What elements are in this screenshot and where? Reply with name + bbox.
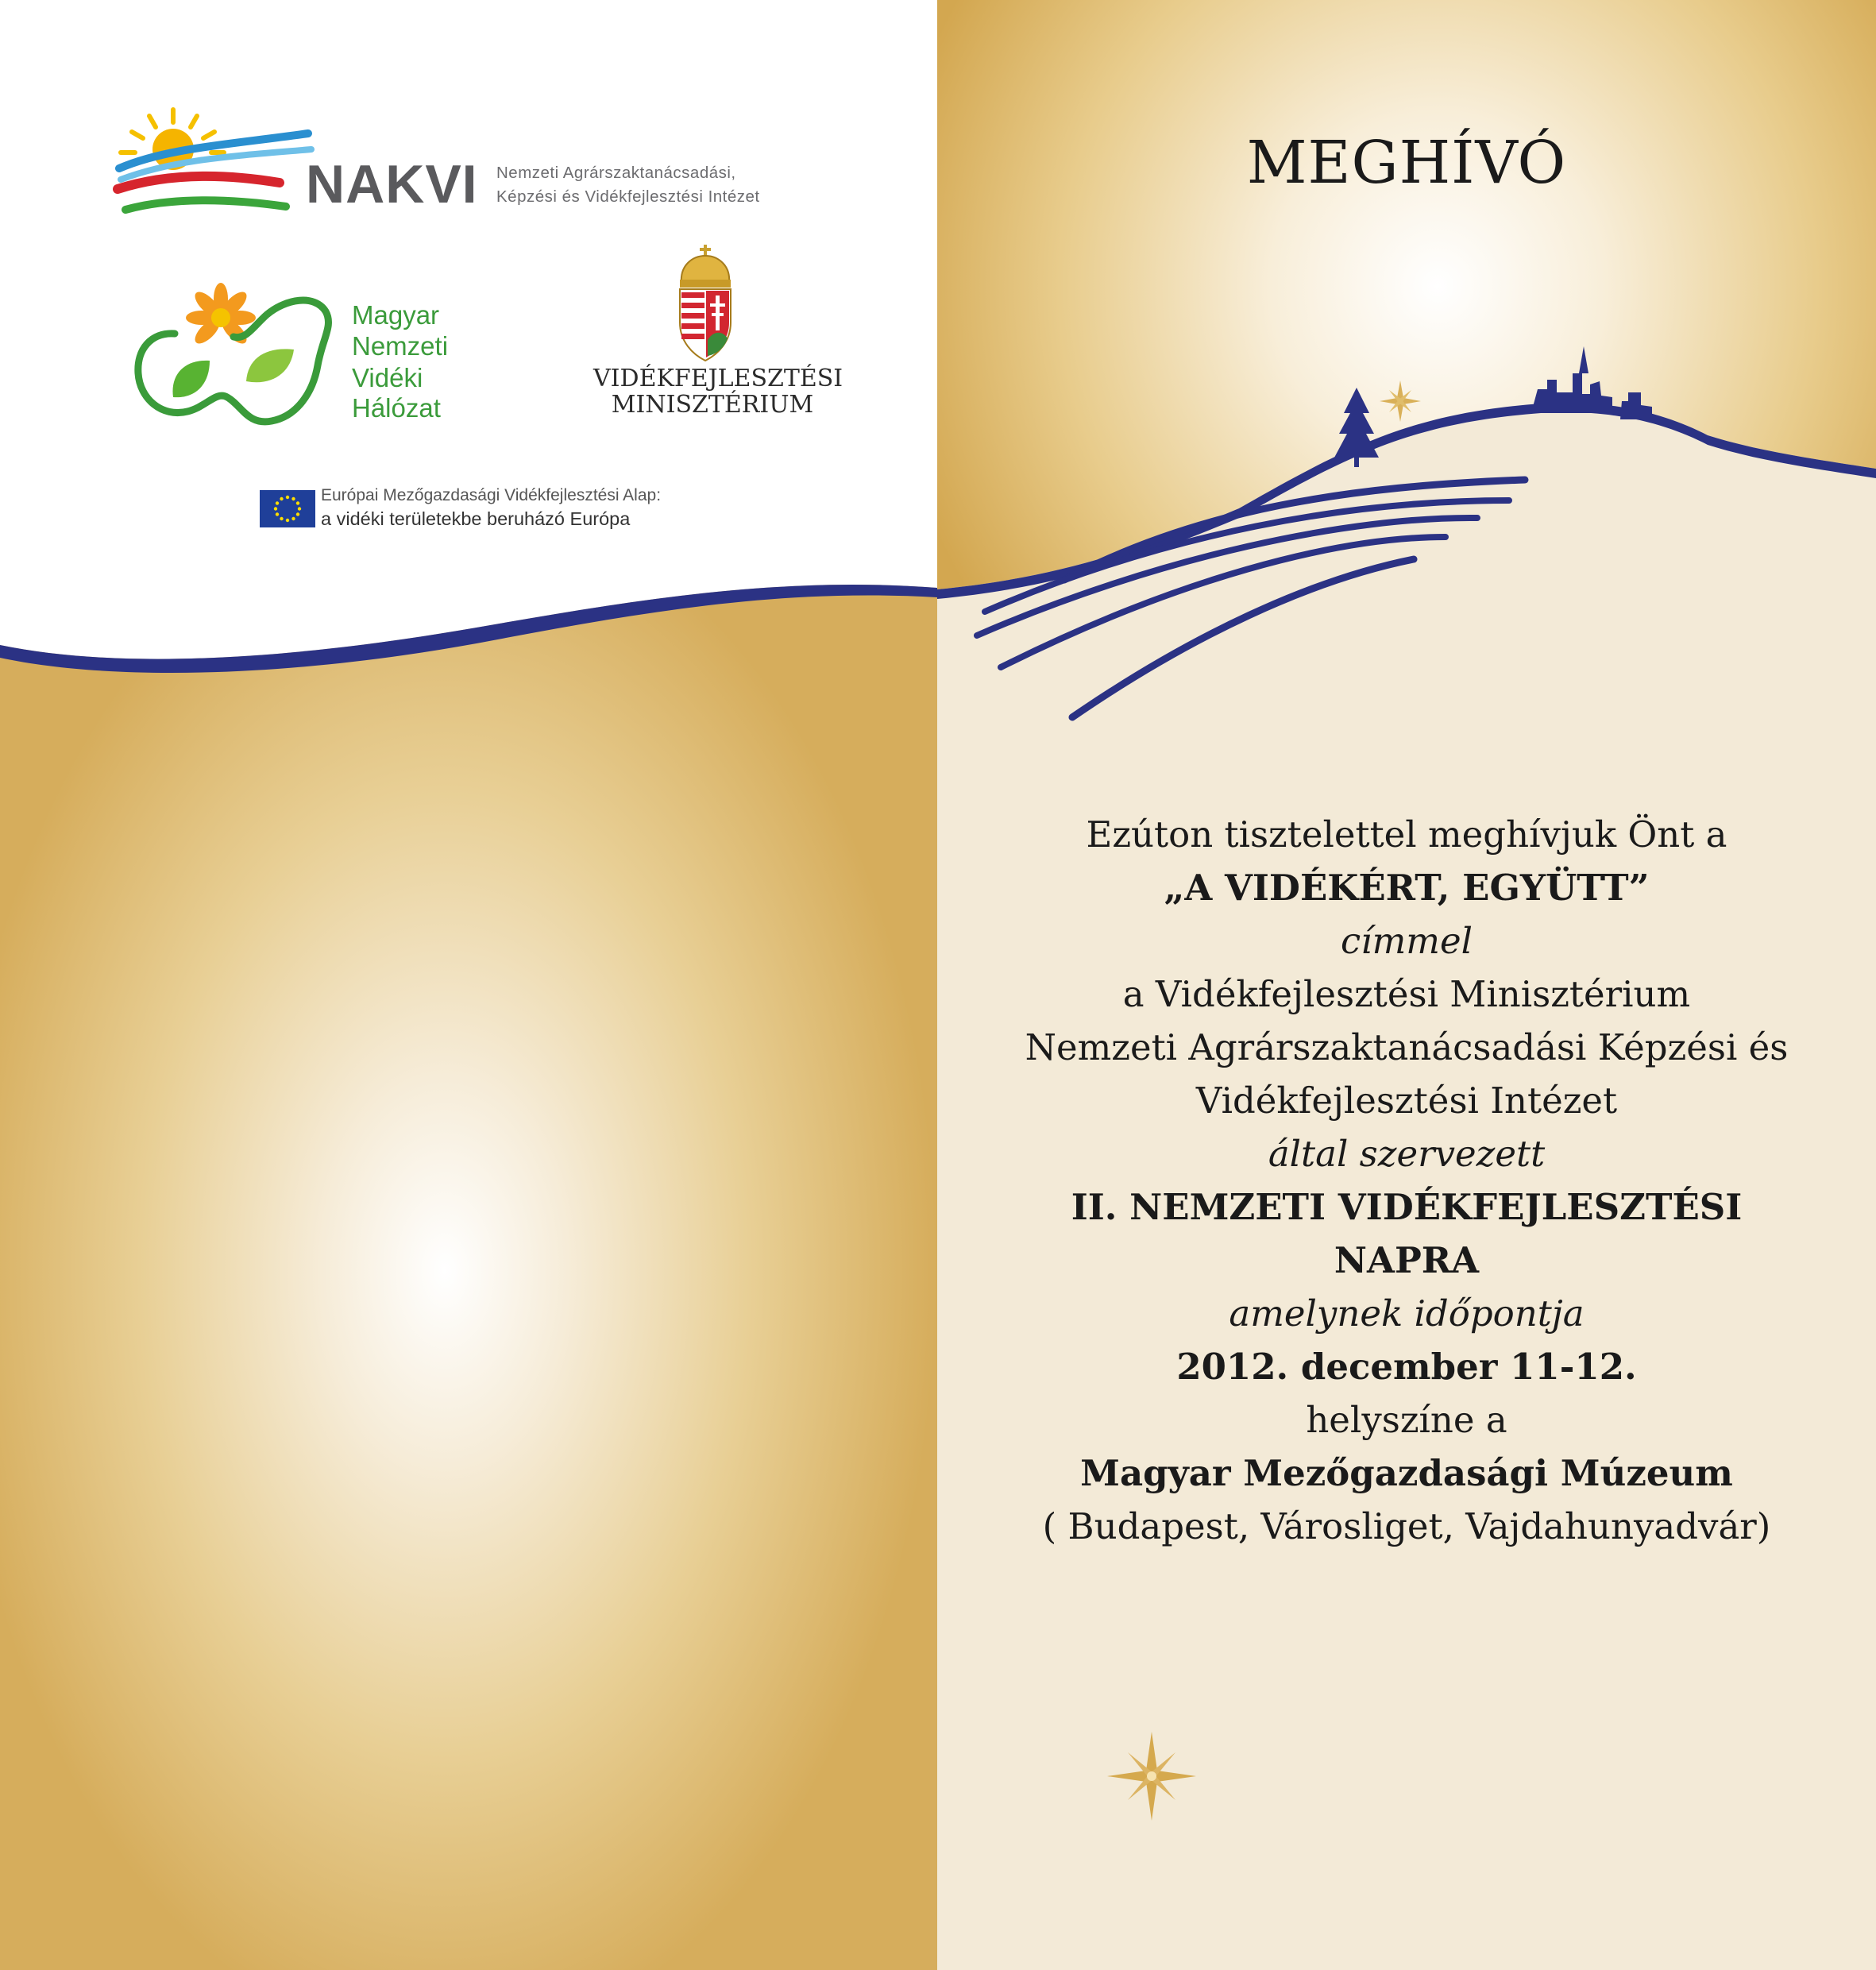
invitation-line-7: által szervezett (1268, 1133, 1546, 1175)
ministry-name-line1: VIDÉKFEJLESZTÉSI (593, 365, 843, 392)
event-location: ( Budapest, Városliget, Vajdahunyadvár) (1042, 1505, 1771, 1547)
hungarian-coat-of-arms-icon (674, 245, 737, 362)
nakvi-logo-icon (111, 103, 318, 222)
invitation-line-6: Vidékfejlesztési Intézet (1195, 1080, 1618, 1122)
invitation-line-5: Nemzeti Agrárszaktanácsadási Képzési és (1025, 1026, 1789, 1068)
invitation-line-3: címmel (1341, 920, 1473, 962)
invitation-title: MEGHÍVÓ (1246, 129, 1567, 197)
event-title: „A VIDÉKÉRT, EGYÜTT” (1164, 867, 1650, 909)
pine-tree-icon (1334, 388, 1379, 467)
nakvi-subtitle-line1: Nemzeti Agrárszaktanácsadási, (496, 164, 736, 182)
invitation-line-10: amelynek időpontja (1229, 1292, 1585, 1335)
village-skyline (1533, 346, 1652, 419)
mnvh-text-line4: Hálózat (352, 393, 441, 423)
leaf-right (246, 349, 294, 382)
invitation-body (937, 808, 1876, 1553)
event-venue: Magyar Mezőgazdasági Múzeum (1080, 1452, 1733, 1494)
invitation-line-12: helyszíne a (1306, 1399, 1507, 1441)
ministry-name-line2: MINISZTÉRIUM (611, 391, 814, 419)
event-name-line2: NAPRA (1334, 1239, 1480, 1281)
star-icon-small (1380, 380, 1421, 422)
nakvi-name: NAKVI (306, 154, 478, 214)
event-name-line1: II. NEMZETI VIDÉKFEJLESZTÉSI (1071, 1186, 1743, 1228)
mnvh-text-line1: Magyar (352, 300, 440, 330)
event-date: 2012. december 11-12. (1176, 1346, 1637, 1388)
invitation-line-1: Ezúton tisztelettel meghívjuk Önt a (1086, 813, 1727, 856)
mnvh-logo-icon (127, 270, 349, 437)
left-panel (0, 0, 937, 1970)
eu-flag-icon (260, 490, 315, 527)
mnvh-text-line2: Nemzeti (352, 331, 449, 361)
eu-fund-line2: a vidéki területekbe beruházó Európa (321, 508, 631, 529)
nakvi-subtitle-line2: Képzési és Vidékfejlesztési Intézet (496, 187, 760, 206)
right-panel (937, 0, 1876, 1970)
invitation-line-4: a Vidékfejlesztési Minisztérium (1122, 973, 1691, 1015)
leaf-left (172, 361, 210, 397)
eu-fund-line1: Európai Mezőgazdasági Vidékfejlesztési Alap: (321, 486, 662, 504)
mnvh-text-line3: Vidéki (352, 363, 423, 392)
